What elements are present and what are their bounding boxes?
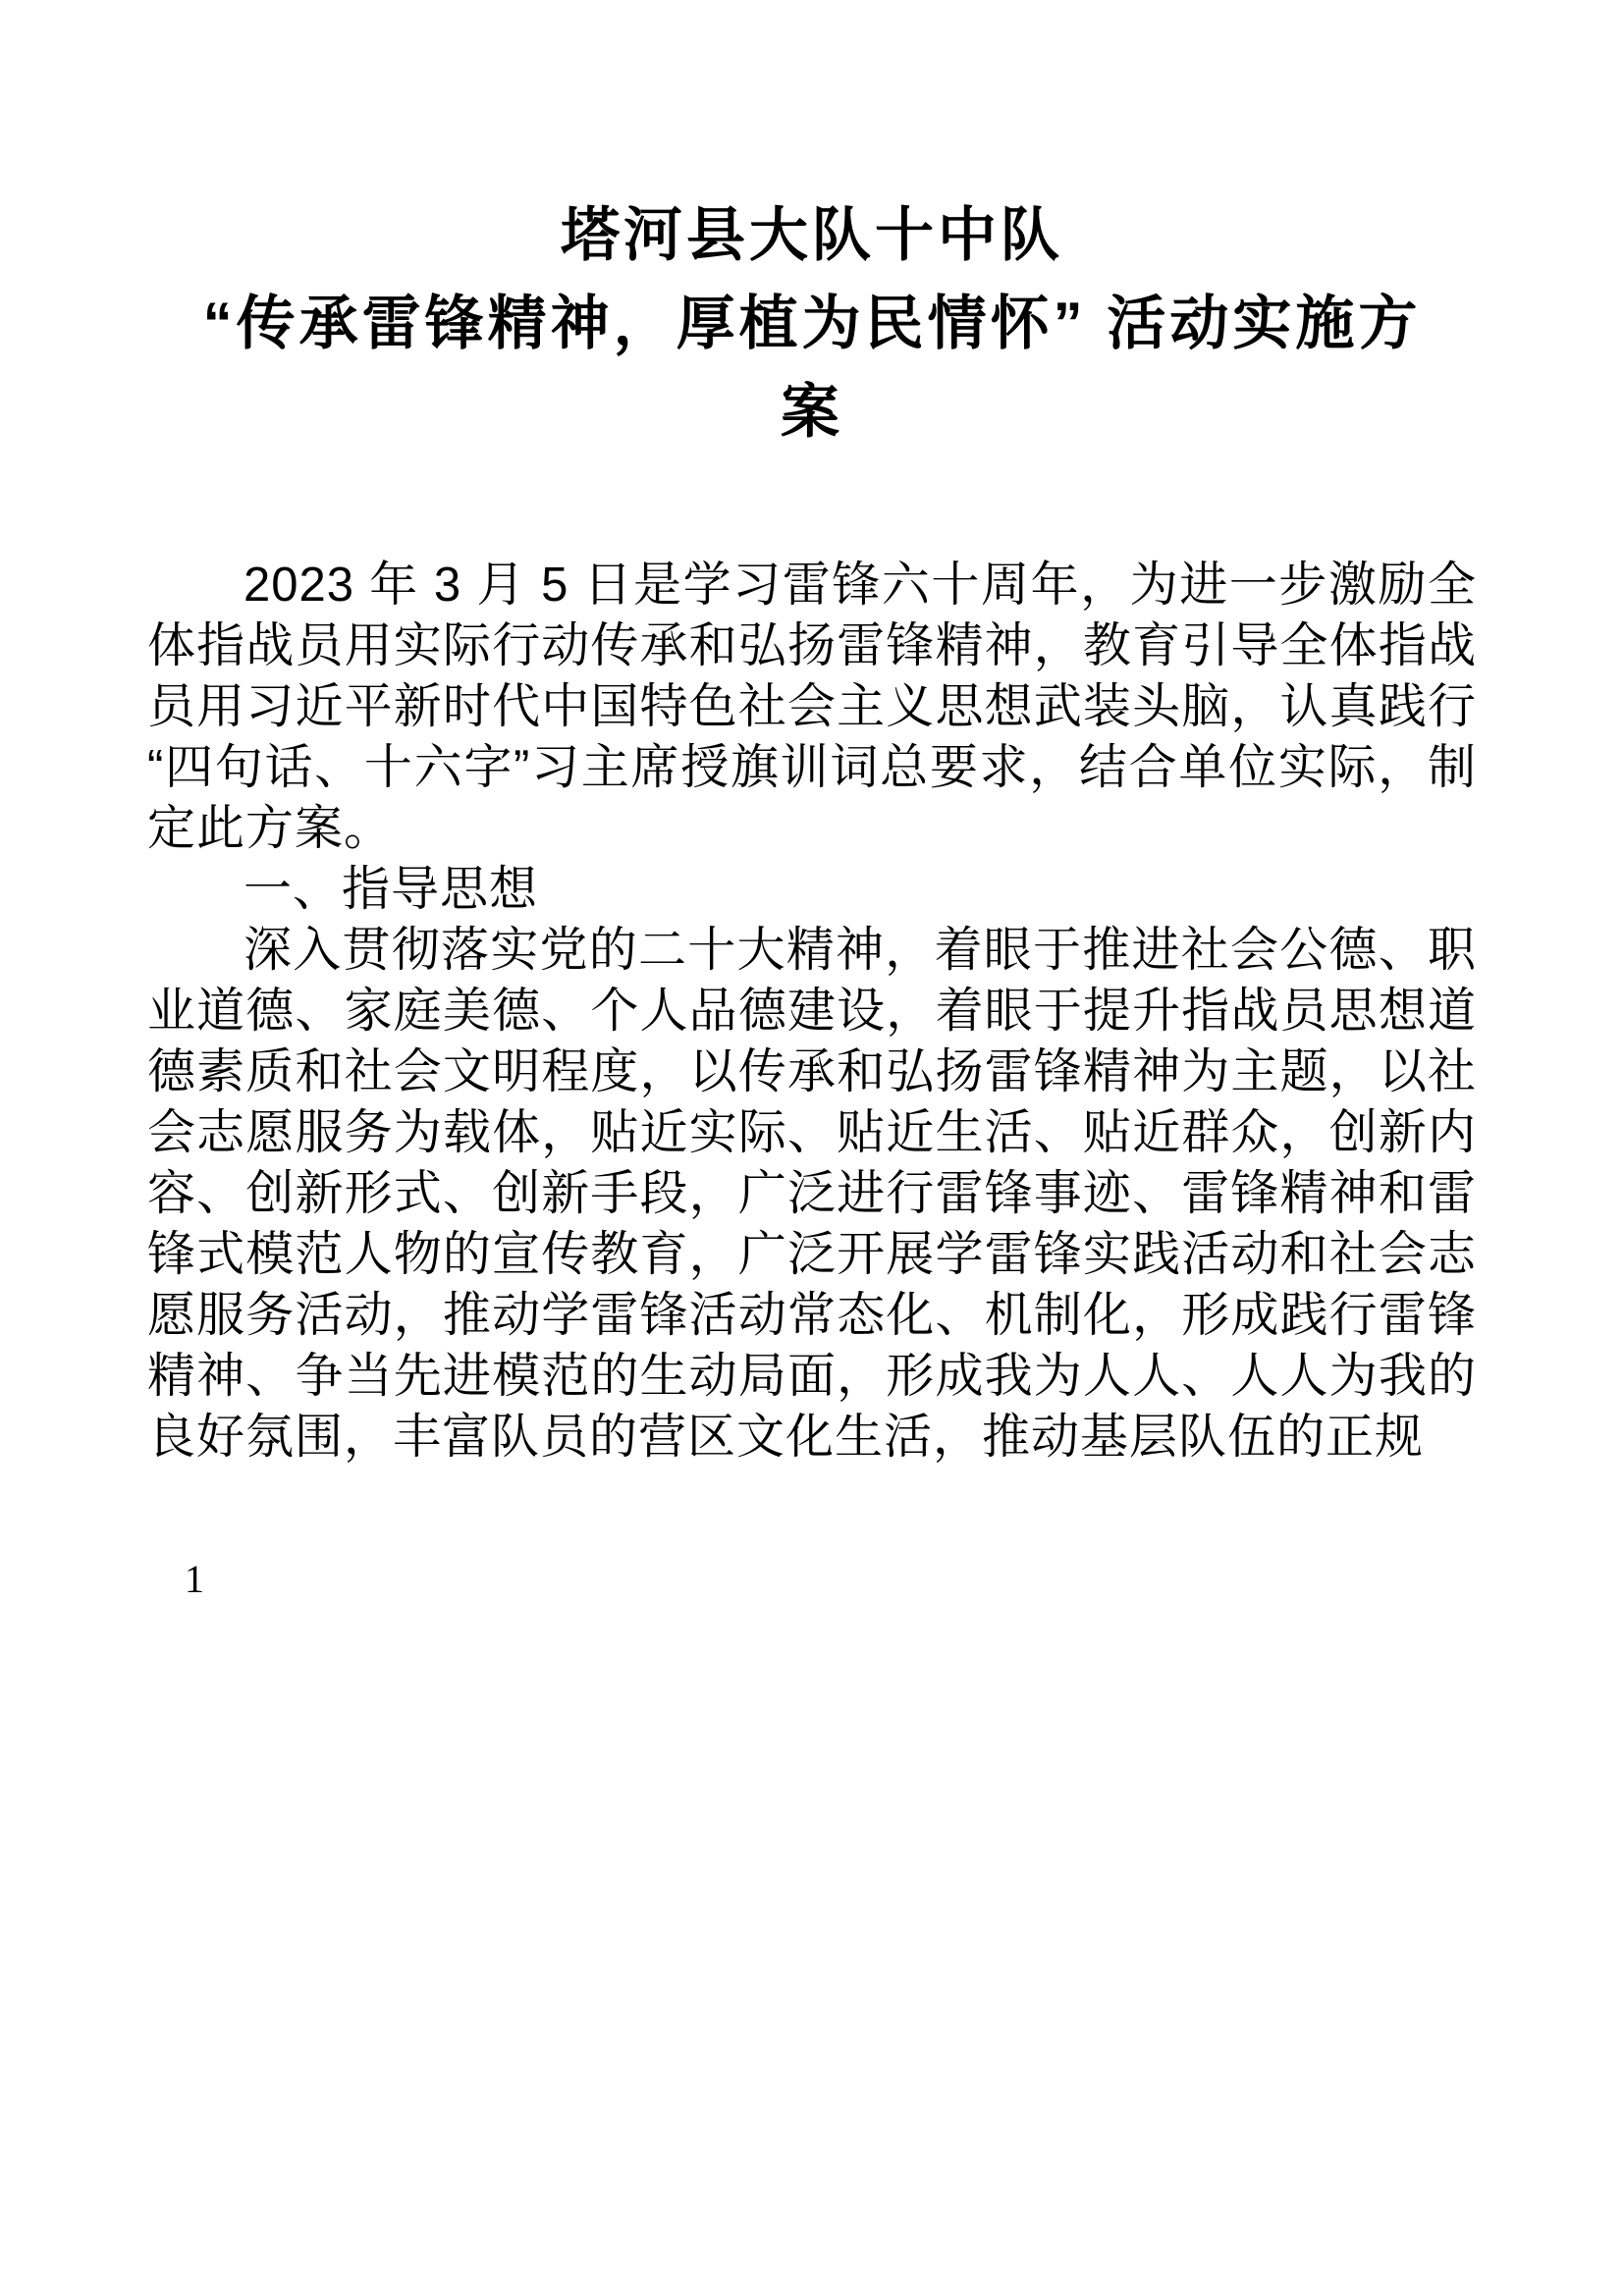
page-number: 1 bbox=[185, 1557, 204, 1601]
title-line-2: “传承雷锋精神，厚植为民情怀” 活动实施方 bbox=[202, 291, 1422, 356]
section1-paragraph: 深入贯彻落实党的二十大精神，着眼于推进社会公德、职业道德、家庭美德、个人品德建设，着眼于提升指战员思想道德素质和社会文明程度，以传承和弘扬雷锋精神为主题，以社会志愿服务为载体，贴近实际、贴近生活、贴近群众，创新内容、创新形式、创新手段，广泛进行雷锋事迹、雷锋精神和雷锋式模范人物的宣传教育，广泛开展学雷锋实践活动和社会志愿服务活动，推动学雷锋活动常态化、机制化，形成践行雷锋精神、争当先进模范的生动局面，形成我为人人、人人为我的良好氛围，丰富队员的营区文化生活，推动基层队伍的正规 bbox=[147, 924, 1477, 1464]
title-line-1: 塔河县大队十中队 bbox=[561, 202, 1063, 268]
title-line-3: 案 bbox=[781, 379, 843, 445]
intro-paragraph: 2023 年 3 月 5 日是学习雷锋六十周年，为进一步激励全体指战员用实际行动传承和弘扬雷锋精神，教育引导全体指战员用习近平新时代中国特色社会主义思想武装头脑，认真践行“四句话、十六字”习主席授旗训词总要求，结合单位实际，制定此方案。 bbox=[147, 559, 1477, 855]
document-title bbox=[147, 191, 1477, 456]
section-heading: 一、指导思想 bbox=[244, 863, 539, 916]
